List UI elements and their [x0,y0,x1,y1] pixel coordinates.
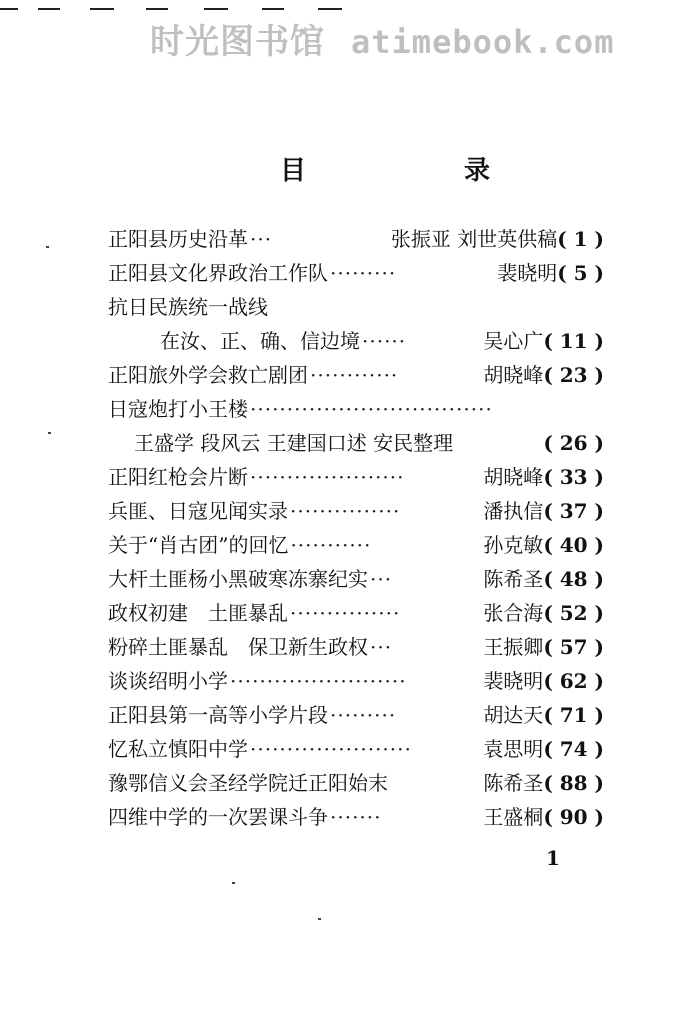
entry-page: ( 33 ) [543,465,604,489]
entry-leader-dots: ··············· [290,601,401,625]
watermark-site: atimebook.com [351,23,615,61]
entry-author: 张振亚 刘世英供稿 [390,227,558,251]
edge-mark [318,8,342,10]
page-title [280,150,490,187]
entry-title: 粉碎土匪暴乱 保卫新生政权 [108,635,368,659]
toc-entry [108,766,604,800]
entry-author: 袁思明 [483,737,544,761]
scan-speck [232,882,235,884]
entry-page: ( 23 ) [543,363,604,387]
toc-entry [108,256,604,290]
toc-entry [108,290,604,324]
edge-mark [262,8,284,10]
toc-entry [108,222,604,256]
entry-title: 抗日民族统一战线 [108,295,268,319]
toc-entry [108,528,604,562]
entry-page: ( 11 ) [543,329,604,353]
entry-page: ( 90 ) [543,805,604,829]
toc-entry [108,494,604,528]
entry-title: 正阳县历史沿革 [108,227,248,251]
edge-mark [38,8,60,10]
entry-title: 王盛学 段风云 王建国口述 安民整理 [134,431,454,455]
entry-page: ( 40 ) [543,533,604,557]
entry-author: 胡晓峰 [483,465,544,489]
entry-author: 王振卿 [483,635,544,659]
edge-mark [0,8,18,10]
table-of-contents [108,222,604,834]
entry-author: 裴晓明 [497,261,558,285]
entry-title: 兵匪、日寇见闻实录 [108,499,288,523]
entry-leader-dots: ······ [362,329,407,353]
entry-title: 豫鄂信义会圣经学院迁正阳始末 [108,771,388,795]
entry-page: ( 52 ) [543,601,604,625]
entry-author: 张合海 [483,601,544,625]
edge-mark [90,8,114,10]
entry-author: 王盛桐 [483,805,544,829]
entry-leader-dots: ··· [370,635,393,659]
entry-page: ( 71 ) [543,703,604,727]
entry-leader-dots: ············ [310,363,399,387]
entry-author: 潘执信 [483,499,544,523]
entry-title: 谈谈绍明小学 [108,669,228,693]
entry-author: 陈希圣 [483,771,544,795]
toc-entry [108,358,604,392]
entry-title: 关于“肖古团”的回忆 [108,533,289,557]
edge-mark [204,8,228,10]
scan-speck [48,432,51,434]
entry-title: 正阳红枪会片断 [108,465,248,489]
toc-entry [108,596,604,630]
toc-entry [108,664,604,698]
title-char-1: 目 [280,156,307,186]
scan-speck [318,918,321,920]
entry-author: 孙克敏 [483,533,544,557]
toc-entry [108,426,604,460]
entry-page: ( 37 ) [543,499,604,523]
entry-author: 吴心广 [483,329,544,353]
scan-speck [46,246,49,248]
entry-title: 正阳县文化界政治工作队 [108,261,328,285]
watermark-cn: 时光图书馆 [150,22,325,62]
entry-page: ( 88 ) [543,771,604,795]
toc-entry [108,460,604,494]
page-number: 1 [546,846,560,870]
entry-leader-dots: ··············· [290,499,401,523]
entry-leader-dots: ········· [330,261,397,285]
toc-entry [108,800,604,834]
toc-entry [108,732,604,766]
entry-title: 大杆土匪杨小黑破寒冻寨纪实 [108,567,368,591]
entry-leader-dots: ········· [330,703,397,727]
entry-page: ( 57 ) [543,635,604,659]
entry-title: 忆私立慎阳中学 [108,737,248,761]
toc-entry [108,630,604,664]
entry-leader-dots: ··· [250,227,273,251]
toc-entry [108,562,604,596]
entry-page: ( 26 ) [543,431,604,455]
entry-leader-dots: ························ [230,669,407,693]
entry-page: ( 48 ) [543,567,604,591]
watermark [150,14,614,63]
entry-leader-dots: ······················ [250,737,412,761]
toc-entry [108,392,604,426]
entry-page: ( 62 ) [543,669,604,693]
entry-page: ( 1 ) [557,227,604,251]
entry-title: 正阳县第一高等小学片段 [108,703,328,727]
entry-leader-dots: ································· [250,397,493,421]
edge-mark [146,8,168,10]
entry-title: 四维中学的一次罢课斗争 [108,805,328,829]
toc-entry [108,324,604,358]
entry-page: ( 74 ) [543,737,604,761]
entry-author: 胡晓峰 [483,363,544,387]
entry-leader-dots: ······· [330,805,382,829]
title-char-2: 录 [463,156,490,186]
entry-leader-dots: ····················· [250,465,405,489]
top-edge-marks [0,0,360,12]
entry-leader-dots: ··········· [290,533,372,557]
entry-author: 胡达天 [483,703,544,727]
toc-entry [108,698,604,732]
entry-title: 正阳旅外学会救亡剧团 [108,363,308,387]
entry-page: ( 5 ) [557,261,604,285]
entry-title: 在汝、正、确、信边境 [160,329,360,353]
entry-author: 陈希圣 [483,567,544,591]
entry-title: 政权初建 土匪暴乱 [108,601,288,625]
entry-title: 日寇炮打小王楼 [108,397,248,421]
entry-author: 裴晓明 [483,669,544,693]
entry-leader-dots: ··· [370,567,393,591]
